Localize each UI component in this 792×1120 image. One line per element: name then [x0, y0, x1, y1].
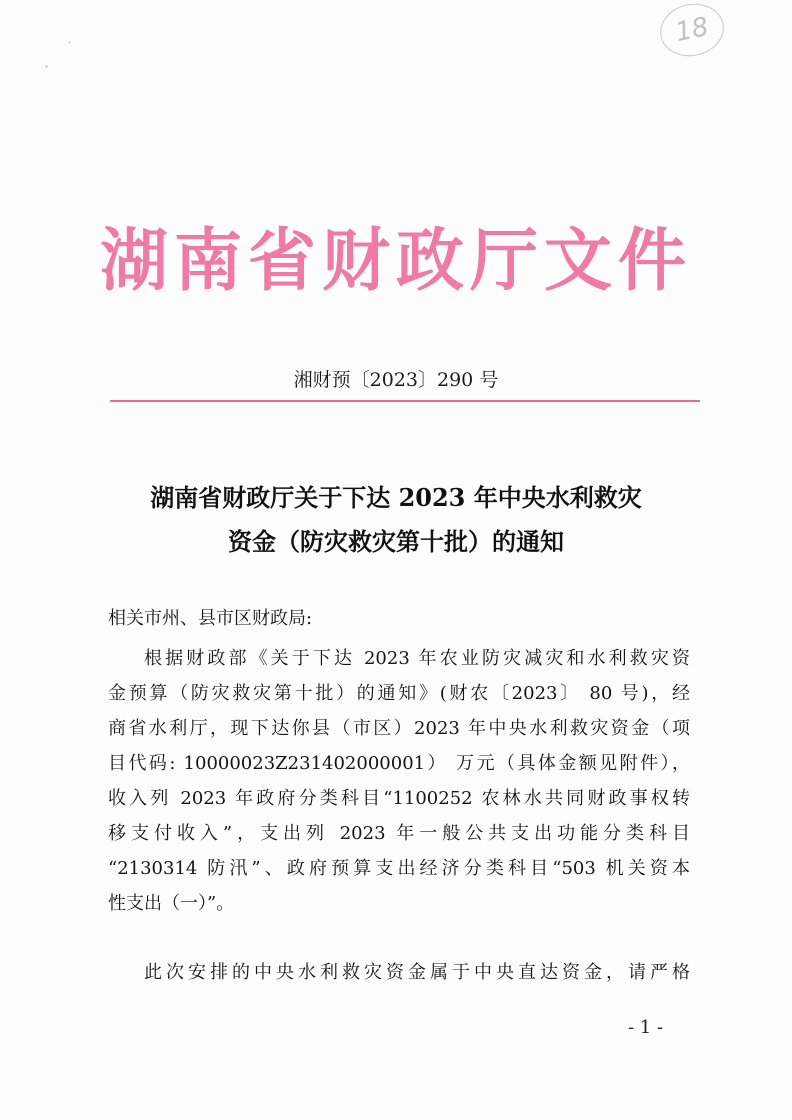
paragraph-line: 根据财政部《关于下达 2023 年农业防灾减灾和水利救灾资	[144, 648, 690, 669]
paragraph-line: 商省水利厅，现下达你县（市区）2023 年中央水利救灾资金（项	[108, 718, 690, 739]
document-title-line: 资金（防灾救灾第十批）的通知	[228, 527, 564, 556]
scan-speck: ˇ	[44, 66, 49, 77]
red-header-rule	[110, 400, 700, 402]
paragraph-line: “2130314 防汛”、政府预算支出经济分类科目“503 机关资本	[108, 858, 690, 879]
document-title-line: 湖南省财政厅关于下达 2023 年中央水利救灾	[150, 483, 642, 512]
paragraph-line: 性支出（一）”。	[108, 893, 235, 914]
handwritten-page-mark: 18	[655, 0, 728, 62]
scan-speck: ·	[68, 38, 72, 49]
paragraph-line: 目代码: 10000023Z231402000001） 万元（具体金额见附件），	[108, 753, 690, 774]
paragraph-line: 移支付收入”，支出列 2023 年一般公共支出功能分类科目	[108, 823, 690, 844]
paragraph-line: 收入列 2023 年政府分类科目“1100252 农林水共同财政事权转	[108, 788, 690, 809]
body-paragraph-2	[108, 955, 690, 990]
addressee-line: 相关市州、县市区财政局:	[108, 608, 313, 629]
document-number: 湘财预〔2023〕290 号	[293, 369, 499, 391]
page-number: - 1 -	[628, 1017, 664, 1038]
paragraph-line: 此次安排的中央水利救灾资金属于中央直达资金，请严格	[144, 962, 690, 983]
paragraph-line: 金预算（防灾救灾第十批）的通知》(财农〔2023〕 80 号)，经	[108, 683, 690, 704]
body-paragraph-1	[108, 641, 690, 921]
document-title	[40, 476, 752, 564]
agency-document-header: 湖南省财政厅文件	[99, 222, 692, 301]
